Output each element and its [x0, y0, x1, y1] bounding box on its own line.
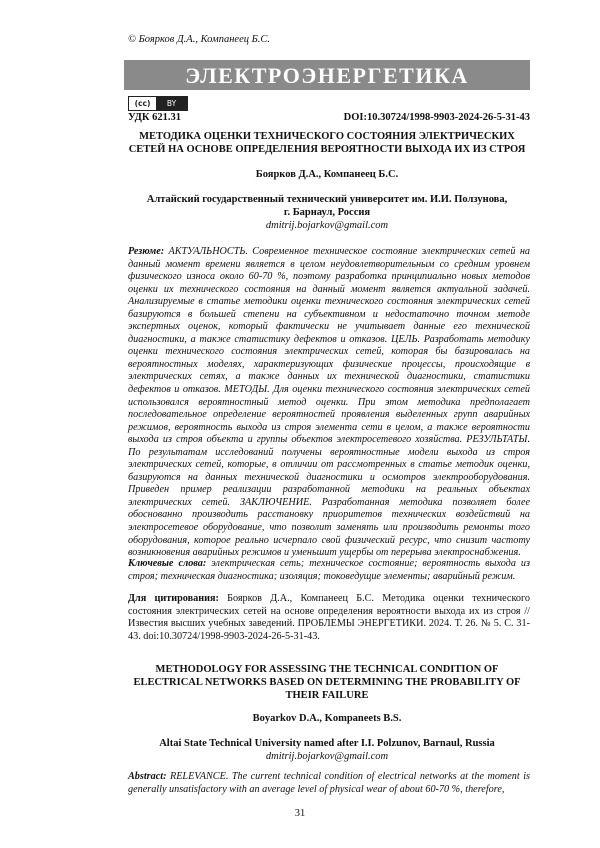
citation-label: Для цитирования: [128, 593, 219, 604]
ru-authors: Боярков Д.А., Компанеец Б.С. [124, 169, 530, 180]
en-email[interactable]: dmitrij.bojarkov@gmail.com [124, 751, 530, 762]
en-title-line-1: METHODOLOGY FOR ASSESSING THE TECHNICAL CONDITION OF [124, 663, 530, 676]
page-number: 31 [0, 808, 600, 819]
section-banner: ЭЛЕКТРОЭНЕРГЕТИКА [124, 60, 530, 90]
ru-keywords-text: электрическая сеть; техническое состояние; вероятность выхода из строя; техническая диагностика; изоляция; токоведущие элементы; аварийный режим. [128, 558, 530, 582]
ru-abstract-label: Резюме: [128, 246, 164, 257]
ru-title-line-1: МЕТОДИКА ОЦЕНКИ ТЕХНИЧЕСКОГО СОСТОЯНИЯ ЭЛЕКТРИЧЕСКИХ [124, 130, 530, 143]
citation [128, 593, 530, 643]
en-abstract [128, 771, 530, 796]
citation-text: Боярков Д.А., Компанеец Б.С. Методика оценки технического состояния электрических сетей на основе определения вероятности выхода их из строя // Известия высших учебных заведений. ПРОБЛЕМЫ ЭНЕРГЕТИКИ. 2024. Т. 26. № 5. С. 31-43. doi:10.30724/1998-9903-2024-26-5-31-43. [128, 593, 530, 642]
ru-affiliation [124, 193, 530, 219]
en-title [124, 663, 530, 702]
udk-code: УДК 621.31 [128, 112, 181, 123]
en-authors: Boyarkov D.A., Kompaneets B.S. [124, 713, 530, 724]
en-title-line-2: ELECTRICAL NETWORKS BASED ON DETERMINING THE PROBABILITY OF [124, 676, 530, 689]
copyright-notice: © Боярков Д.А., Компанеец Б.С. [128, 34, 270, 45]
cc-icon: (cc) [129, 97, 156, 110]
en-title-line-3: THEIR FAILURE [124, 689, 530, 702]
en-affiliation: Altai State Technical University named after I.I. Polzunov, Barnaul, Russia [124, 737, 530, 750]
ru-title-line-2: СЕТЕЙ НА ОСНОВЕ ОПРЕДЕЛЕНИЯ ВЕРОЯТНОСТИ ВЫХОДА ИХ ИЗ СТРОЯ [124, 143, 530, 156]
ru-email[interactable]: dmitrij.bojarkov@gmail.com [124, 220, 530, 231]
ru-affiliation-line-1: Алтайский государственный технический университет им. И.И. Ползунова, [124, 193, 530, 206]
journal-page [0, 0, 600, 848]
doi-link[interactable]: DOI:10.30724/1998-9903-2024-26-5-31-43 [344, 112, 530, 123]
ru-affiliation-line-2: г. Барнаул, Россия [124, 206, 530, 219]
ru-abstract [128, 246, 530, 560]
by-icon: BY [156, 97, 187, 110]
ru-title [124, 130, 530, 156]
ru-keywords-label: Ключевые слова: [128, 558, 206, 569]
ru-abstract-text: АКТУАЛЬНОСТЬ. Современное техническое состояние электрических сетей на данный момент времени является в целом неудовлетворительным со средним уровнем физического износа около 60-70 %, поэтому разработка принципиально новых методов оценки их технического состояния на данный момент является актуальной задачей. Анализируемые в статье методики оценки технического состояния электрических сетей базируются в большей степени на субъективном и недостаточно точном методе экспертных оценок, который фактически не учитывает данные его технической диагностики, а также статистику дефектов и отказов. ЦЕЛЬ. Разработать методику оценки технического состояния электрических сетей, которая бы базировалась на вероятностных моделях, характеризующих физические процессы, происходящие в электрических сетях, а также данных их технической диагностики, статистики дефектов и отказов. МЕТОДЫ. Для оценки технического состояния электрических сетей использовался вероятностный метод оценки. При этом методика предполагает последовательное определение вероятностей проявления выделенных групп аварийных режимов, вероятность выхода из строя элемента сети в целом, а также вероятности выхода из строя объекта и группы объектов электросетевого хозяйства. РЕЗУЛЬТАТЫ. По результатам исследований получены вероятностные модели выхода из строя электрических сетей, которые, в отличии от рассмотренных в статье методик оценки, базируются на данных технической диагностики и осмотров электрооборудования. Приведен пример реализации разработанной методики на реальных объектах электрических сетей. ЗАКЛЮЧЕНИЕ. Разработанная методика позволяет более обоснованно производить расстановку приоритетов технических воздействий на электросетевое оборудование, что позволит заменять или производить ремонты того оборудования, которое реально исчерпало свой физический ресурс, что снизит частоту возникновения аварийных режимов и уменьшит ущербы от перерыва электроснабжения. [128, 246, 530, 558]
cc-by-license-badge[interactable] [128, 96, 188, 111]
en-abstract-text: RELEVANCE. The current technical condition of electrical networks at the moment is generally unsatisfactory with an average level of physical wear of about 60-70 %, therefore, [128, 771, 530, 795]
en-abstract-label: Abstract: [128, 771, 167, 782]
ru-keywords [128, 558, 530, 583]
